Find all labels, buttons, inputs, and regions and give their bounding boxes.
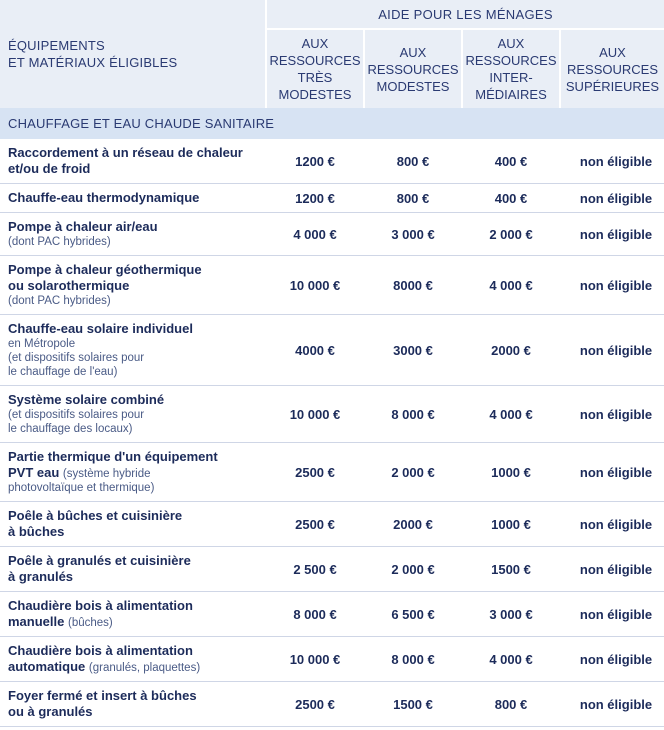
equipment-note-line: (dont PAC hybrides) bbox=[8, 236, 111, 248]
equipment-name-line bbox=[8, 145, 262, 161]
aid-amount-cell: 2000 € bbox=[364, 502, 462, 547]
table-row bbox=[0, 315, 664, 386]
table-row bbox=[0, 256, 664, 315]
equipment-name-text: à granulés bbox=[8, 569, 74, 584]
equipment-note-line: (et dispositifs solaires pour bbox=[8, 352, 145, 364]
equipment-note-line: photovoltaïque et thermique) bbox=[8, 482, 155, 494]
eligibility-cell: non éligible bbox=[560, 443, 664, 502]
table-row bbox=[0, 682, 664, 727]
equipment-note-line: en Métropole bbox=[8, 338, 76, 350]
equipment-name-line bbox=[8, 524, 262, 540]
equipment-name-text: à bûches bbox=[8, 524, 65, 539]
table-row bbox=[0, 443, 664, 502]
aid-amount-cell: 800 € bbox=[462, 682, 560, 727]
equipment-name-text: et/ou de froid bbox=[8, 161, 91, 176]
income-header-line: RESSOURCES bbox=[465, 53, 557, 68]
income-header-line: AUX bbox=[301, 36, 329, 51]
equipment-inline-note: (système hybride bbox=[62, 468, 151, 480]
aid-amount-cell: 800 € bbox=[364, 139, 462, 184]
aid-amount-cell: 6 500 € bbox=[364, 592, 462, 637]
equipment-name-cell bbox=[0, 139, 266, 184]
eligibility-cell: non éligible bbox=[560, 139, 664, 184]
equipment-name-cell bbox=[0, 592, 266, 637]
table-row bbox=[0, 386, 664, 443]
table-row bbox=[0, 139, 664, 184]
equipment-name-text: manuelle bbox=[8, 614, 65, 629]
aid-amount-cell: 2 500 € bbox=[266, 547, 364, 592]
equipment-name-cell bbox=[0, 213, 266, 256]
aid-amount-cell: 10 000 € bbox=[266, 637, 364, 682]
section-row bbox=[0, 108, 664, 139]
aid-group-header: AIDE POUR LES MÉNAGES bbox=[266, 0, 664, 29]
eligibility-cell: non éligible bbox=[560, 592, 664, 637]
aid-amount-cell: 8000 € bbox=[364, 256, 462, 315]
income-column-header bbox=[462, 29, 560, 108]
eligibility-cell: non éligible bbox=[560, 315, 664, 386]
aid-amount-cell: 10 000 € bbox=[266, 256, 364, 315]
equipment-name-cell bbox=[0, 547, 266, 592]
equipment-name-text: Système solaire combiné bbox=[8, 392, 165, 407]
equipment-name-line bbox=[8, 598, 262, 614]
income-header-line: RESSOURCES bbox=[566, 61, 659, 77]
aid-amount-cell: 10 000 € bbox=[266, 386, 364, 443]
income-header-line: MODESTES bbox=[278, 87, 352, 102]
equipment-note-line: le chauffage de l'eau) bbox=[8, 366, 118, 378]
income-header-line: TRÈS bbox=[297, 70, 333, 85]
aid-amount-cell: 1500 € bbox=[462, 547, 560, 592]
equipment-name-line bbox=[8, 392, 262, 408]
aid-amount-cell: 2500 € bbox=[266, 682, 364, 727]
equipment-column-header bbox=[0, 0, 266, 108]
income-column-header bbox=[560, 29, 664, 108]
equipment-name-line bbox=[8, 688, 262, 704]
equipment-name-line bbox=[8, 262, 262, 278]
aid-amount-cell: 3 000 € bbox=[462, 592, 560, 637]
aid-amount-cell: 3 000 € bbox=[364, 213, 462, 256]
equipment-name-text: Foyer fermé et insert à bûches bbox=[8, 688, 197, 703]
income-column-header bbox=[266, 29, 364, 108]
equipment-header-line: ÉQUIPEMENTS bbox=[8, 38, 105, 53]
aid-amount-cell: 4 000 € bbox=[462, 637, 560, 682]
equipment-name-cell bbox=[0, 443, 266, 502]
aid-amount-cell: 8 000 € bbox=[266, 592, 364, 637]
equipment-name-cell bbox=[0, 637, 266, 682]
income-header-line: RESSOURCES bbox=[367, 61, 459, 77]
equipment-name-line bbox=[8, 508, 262, 524]
aid-amount-cell: 8 000 € bbox=[364, 386, 462, 443]
equipment-name-line bbox=[8, 190, 262, 206]
equipment-name-text: Partie thermique d'un équipement bbox=[8, 449, 218, 464]
aid-amount-cell: 8 000 € bbox=[364, 637, 462, 682]
equipment-header-line: ET MATÉRIAUX ÉLIGIBLES bbox=[8, 55, 178, 70]
equipment-inline-note: (bûches) bbox=[67, 617, 113, 629]
equipment-note-line: (dont PAC hybrides) bbox=[8, 295, 111, 307]
aid-amount-cell: 2 000 € bbox=[462, 213, 560, 256]
aid-amount-cell: 1000 € bbox=[462, 502, 560, 547]
aid-amount-cell: 4000 € bbox=[266, 315, 364, 386]
equipment-note-line: le chauffage des locaux) bbox=[8, 423, 133, 435]
table-row bbox=[0, 592, 664, 637]
equipment-name-line bbox=[8, 569, 262, 585]
equipment-name-text: Chauffe-eau solaire individuel bbox=[8, 321, 193, 336]
income-header-line: RESSOURCES bbox=[269, 53, 361, 68]
section-title: CHAUFFAGE ET EAU CHAUDE SANITAIRE bbox=[0, 108, 664, 139]
equipment-name-text: Chaudière bois à alimentation bbox=[8, 643, 193, 658]
equipment-note-line: (et dispositifs solaires pour bbox=[8, 409, 145, 421]
equipment-name-text: Chauffe-eau thermodynamique bbox=[8, 190, 200, 205]
equipment-name-text: Poêle à granulés et cuisinière bbox=[8, 553, 191, 568]
income-header-line: SUPÉRIEURES bbox=[565, 78, 660, 94]
aid-amount-cell: 1200 € bbox=[266, 184, 364, 213]
aid-amount-cell: 2000 € bbox=[462, 315, 560, 386]
equipment-name-cell bbox=[0, 256, 266, 315]
equipment-name-line bbox=[8, 219, 262, 235]
aid-amount-cell: 1200 € bbox=[266, 139, 364, 184]
table-row bbox=[0, 502, 664, 547]
equipment-name-line bbox=[8, 704, 262, 720]
equipment-name-cell bbox=[0, 184, 266, 213]
equipment-name-cell bbox=[0, 682, 266, 727]
equipment-name-line bbox=[8, 659, 262, 675]
equipment-name-text: automatique bbox=[8, 659, 86, 674]
aid-amount-cell: 4 000 € bbox=[462, 256, 560, 315]
equipment-inline-note: (granulés, plaquettes) bbox=[88, 662, 201, 674]
aid-amount-cell: 400 € bbox=[462, 184, 560, 213]
equipment-name-text: ou solarothermique bbox=[8, 278, 130, 293]
table-header bbox=[0, 0, 664, 108]
income-header-line: AUX bbox=[399, 44, 427, 60]
eligibility-cell: non éligible bbox=[560, 502, 664, 547]
equipment-name-text: Pompe à chaleur air/eau bbox=[8, 219, 158, 234]
equipment-name-text: Poêle à bûches et cuisinière bbox=[8, 508, 183, 523]
aid-amount-cell: 3000 € bbox=[364, 315, 462, 386]
eligibility-cell: non éligible bbox=[560, 184, 664, 213]
eligibility-cell: non éligible bbox=[560, 256, 664, 315]
equipment-name-line bbox=[8, 321, 262, 337]
table-row bbox=[0, 213, 664, 256]
aid-amount-cell: 400 € bbox=[462, 139, 560, 184]
aid-amount-cell: 800 € bbox=[364, 184, 462, 213]
equipment-name-line bbox=[8, 643, 262, 659]
equipment-name-text: Chaudière bois à alimentation bbox=[8, 598, 193, 613]
eligibility-cell: non éligible bbox=[560, 213, 664, 256]
equipment-name-text: Pompe à chaleur géothermique bbox=[8, 262, 202, 277]
income-header-line: MÉDIAIRES bbox=[475, 87, 547, 102]
eligibility-cell: non éligible bbox=[560, 547, 664, 592]
aid-amount-cell: 1500 € bbox=[364, 682, 462, 727]
eligibility-cell: non éligible bbox=[560, 682, 664, 727]
aid-amount-cell: 4 000 € bbox=[266, 213, 364, 256]
equipment-name-text: Raccordement à un réseau de chaleur bbox=[8, 145, 243, 160]
aid-amount-cell: 2 000 € bbox=[364, 443, 462, 502]
equipment-name-line bbox=[8, 465, 262, 481]
income-header-line: INTER- bbox=[489, 70, 533, 85]
table-row bbox=[0, 547, 664, 592]
income-column-header bbox=[364, 29, 462, 108]
income-header-line: AUX bbox=[599, 44, 626, 60]
eligibility-cell: non éligible bbox=[560, 386, 664, 443]
aid-amount-cell: 2500 € bbox=[266, 443, 364, 502]
equipment-name-line bbox=[8, 614, 262, 630]
equipment-name-cell bbox=[0, 315, 266, 386]
income-header-line: MODESTES bbox=[376, 78, 450, 94]
table-body bbox=[0, 108, 664, 727]
eligibility-cell: non éligible bbox=[560, 637, 664, 682]
equipment-name-line bbox=[8, 278, 262, 294]
equipment-name-cell bbox=[0, 502, 266, 547]
equipment-name-text: ou à granulés bbox=[8, 704, 93, 719]
aid-amount-cell: 1000 € bbox=[462, 443, 560, 502]
equipment-name-line bbox=[8, 553, 262, 569]
aid-amount-cell: 4 000 € bbox=[462, 386, 560, 443]
equipment-name-text: PVT eau bbox=[8, 465, 60, 480]
aid-amount-cell: 2 000 € bbox=[364, 547, 462, 592]
aid-amount-cell: 2500 € bbox=[266, 502, 364, 547]
table-row bbox=[0, 184, 664, 213]
income-header-line: AUX bbox=[497, 36, 525, 51]
equipment-name-cell bbox=[0, 386, 266, 443]
table-row bbox=[0, 637, 664, 682]
equipment-name-line bbox=[8, 449, 262, 465]
equipment-name-line bbox=[8, 161, 262, 177]
